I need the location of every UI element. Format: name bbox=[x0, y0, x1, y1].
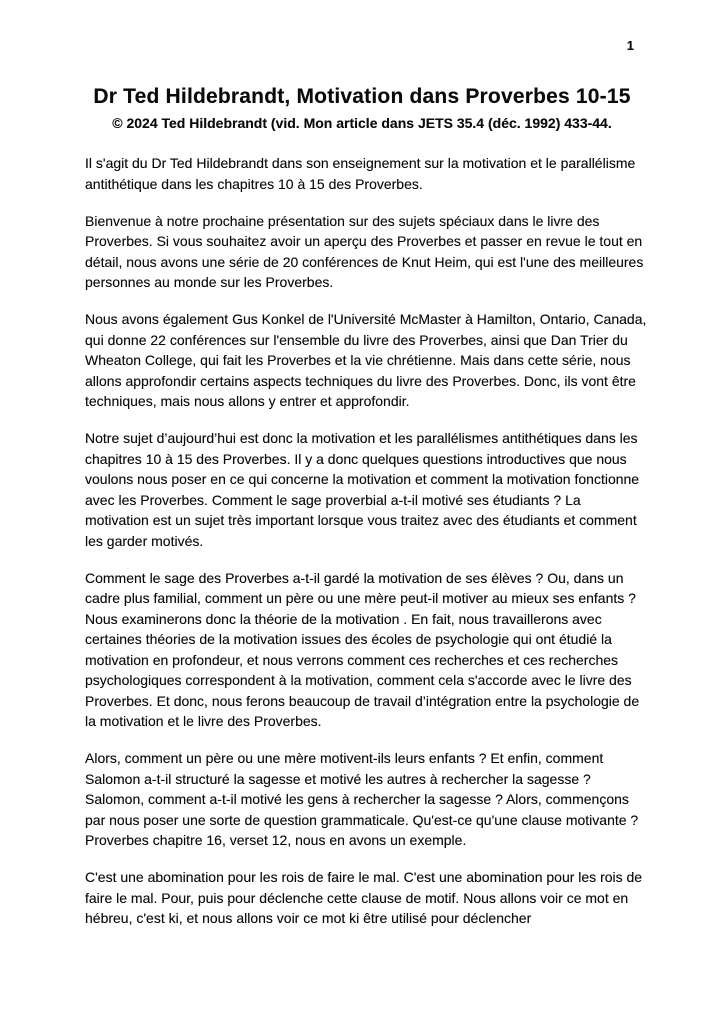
paragraph: Comment le sage des Proverbes a-t-il gardé la motivation de ses élèves ? Ou, dans un cadre plus familial, comment un père ou une mère peut-il motiver au mieux ses enfants ? Nous examinerons donc la théorie de la motivation . En fait, nous travaillerons avec certaines théories de la motivation issues des écoles de psychologie qui ont étudié la motivation en profondeur, et nous verrons comment ces recherches et ces recherches psychologiques correspondent à la motivation, comment cela s'accorde avec le livre des Proverbes. Et donc, nous ferons beaucoup de travail d’intégration entre la psychologie de la motivation et le livre des Proverbes. bbox=[85, 569, 640, 729]
paragraph: Nous avons également Gus Konkel de l'Université McMaster à Hamilton, Ontario, Canada, qui donne 22 conférences sur l'ensemble du livre des Proverbes, ainsi que Dan Trier du Wheaton College, qui fait les Proverbes et la vie chrétienne. Mais dans cette série, nous allons approfondir certains aspects techniques du livre des Proverbes. Donc, ils vont être techniques, mais nous allons y entrer et approfondir. bbox=[85, 311, 647, 409]
paragraph: Bienvenue à notre prochaine présentation sur des sujets spéciaux dans le livre des Proverbes. Si vous souhaitez avoir un aperçu des Proverbes et passer en revue le tout en détail, nous avons une série de 20 conférences de Knut Heim, qui est l'une des meilleures personnes au monde sur les Proverbes. bbox=[85, 212, 644, 290]
document-title: Dr Ted Hildebrandt, Motivation dans Proverbes 10-15 bbox=[93, 85, 631, 108]
paragraph: Il s'agit du Dr Ted Hildebrandt dans son enseignement sur la motivation et le parallélisme antithétique dans les chapitres 10 à 15 des Proverbes. bbox=[85, 155, 636, 192]
paragraph: Notre sujet d’aujourd’hui est donc la motivation et les parallélismes antithétiques dans les chapitres 10 à 15 des Proverbes. Il y a donc quelques questions introductives que nous voulons nous poser en ce qui concerne la motivation et comment la motivation fonctionne avec les Proverbes. Comment le sage proverbial a-t-il motivé ses étudiants ? La motivation est un sujet très important lorsque vous traitez avec des étudiants et comment les garder motivés. bbox=[85, 430, 640, 549]
paragraph: Alors, comment un père ou une mère motivent-ils leurs enfants ? Et enfin, comment Salomon a-t-il structuré la sagesse et motivé les autres à rechercher la sagesse ? Salomon, comment a-t-il motivé les gens à rechercher la sagesse ? Alors, commençons par nous poser une sorte de question grammaticale. Qu'est-ce qu'une clause motivante ? Proverbes chapitre 16, verset 12, nous en avons un exemple. bbox=[85, 750, 639, 848]
document-subtitle: © 2024 Ted Hildebrandt (vid. Mon article dans JETS 35.4 (déc. 1992) 433-44. bbox=[112, 115, 612, 131]
document-body bbox=[85, 153, 647, 929]
page-number: 1 bbox=[626, 38, 634, 53]
paragraph: C'est une abomination pour les rois de faire le mal. C'est une abomination pour les rois de faire le mal. Pour, puis pour déclenche cette clause de motif. Nous allons voir ce mot en hébreu, c'est ki, et nous allons voir ce mot ki être utilisé pour déclencher bbox=[85, 869, 643, 926]
